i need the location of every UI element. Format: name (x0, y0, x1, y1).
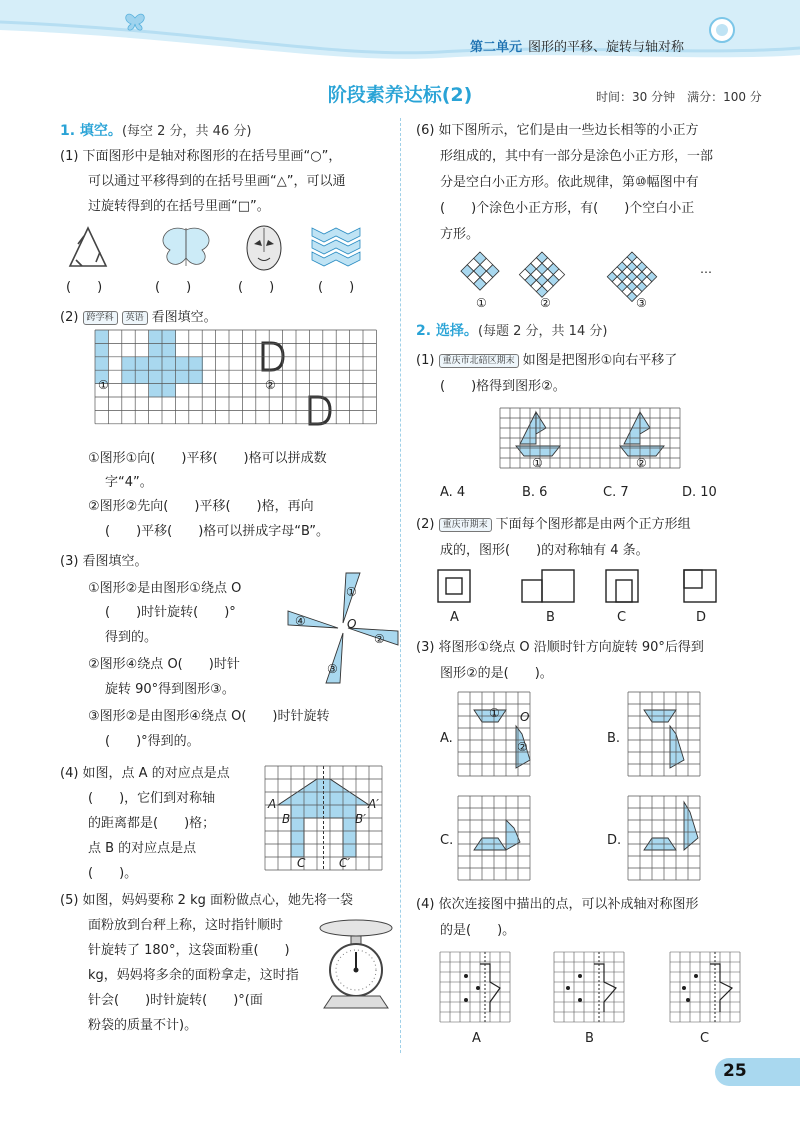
arrow-band-figure (312, 228, 360, 266)
ellipsis: … (700, 262, 712, 276)
source-tag: 重庆市期末 (439, 518, 492, 532)
pattern-2 (519, 252, 564, 297)
point-label: A′ (368, 797, 379, 811)
option-c[interactable]: C. 7 (603, 485, 629, 500)
q3-line: ③图形②是由图形④绕点 O( )时针旋转 (88, 709, 330, 724)
q5-line: 粉袋的质量不计)。 (88, 1018, 198, 1033)
english-tag: 英语 (122, 311, 148, 325)
point-o-label: O (347, 617, 357, 631)
option-d[interactable]: D. 10 (682, 485, 717, 500)
s2q1-line: ( )格得到图形②。 (440, 379, 566, 394)
page-number: 25 (723, 1061, 747, 1081)
pattern-label: ① (476, 296, 487, 310)
pinwheel-label: ③ (327, 662, 338, 676)
q4-line: 的距离都是( )格； (88, 816, 216, 831)
shape-label: ② (636, 456, 647, 470)
opera-mask-figure (247, 226, 281, 270)
q3-pinwheel (288, 573, 398, 683)
pattern-1 (461, 252, 499, 290)
option-a[interactable]: A (450, 610, 459, 625)
q4-line: ( )，它们到对称轴 (88, 791, 216, 806)
section-1-heading: 1. 填空。(每空 2 分，共 46 分) (60, 123, 252, 139)
q2-line: ( )平移( )格可以拼成字母“B”。 (105, 524, 329, 539)
s2q4-line: (4) 依次连接图中描出的点，可以补成轴对称图形 (416, 897, 699, 912)
point-label: C′ (339, 856, 351, 870)
option-c[interactable]: C. (440, 833, 454, 848)
q2-line: 字“4”。 (105, 475, 153, 490)
s2q3-grids (458, 692, 758, 882)
q5-line: kg，妈妈将多余的面粉拿走，这时指 (88, 968, 299, 983)
option-a[interactable]: A. 4 (440, 485, 466, 500)
q5-line: (5) 如图，妈妈要称 2 kg 面粉做点心，她先将一袋 (60, 893, 353, 908)
s2q4-line: 的是( )。 (440, 923, 516, 938)
q3-line: ( )°得到的。 (105, 734, 200, 749)
q3-line: ( )时针旋转( )° (105, 605, 236, 620)
shape-label: ② (517, 740, 528, 754)
sunflower-icon (710, 18, 734, 42)
source-tag: 重庆市北碚区期末 (439, 354, 519, 368)
q3-line: (3) 看图填空。 (60, 554, 148, 569)
shape-4-cross (122, 330, 203, 397)
q3-line: 旋转 90°得到图形③。 (105, 682, 235, 697)
butterfly-figure (163, 228, 209, 266)
q3-line: ②图形④绕点 O( )时针 (88, 657, 240, 672)
s2q1-grid (500, 408, 680, 470)
cross-subject-tag: 跨学科 (83, 311, 118, 325)
option-c[interactable]: C (700, 1031, 710, 1046)
q1-blank[interactable]: ( ) (318, 280, 355, 295)
s2q1-line: (1) 重庆市北碚区期末 如图是把图形①向右平移了 (416, 353, 678, 368)
unit-header: 第二单元 图形的平移、旋转与轴对称 (470, 40, 685, 55)
point-label: C (297, 856, 306, 870)
pattern-label: ③ (636, 296, 647, 310)
page-title: 阶段素养达标(2) (327, 84, 473, 106)
s2q2-line: (2) 重庆市期末 下面每个图形都是由两个正方形组 (416, 517, 691, 532)
pinwheel-label: ① (346, 585, 357, 599)
q5-line: 针旋转了 180°，这袋面粉重( ) (88, 943, 290, 958)
section-2-heading: 2. 选择。(每题 2 分，共 14 分) (416, 323, 608, 339)
pinwheel-label: ④ (295, 614, 306, 628)
q1-line: 过旋转得到的在括号里画“□”。 (88, 199, 270, 214)
s2q2-line: 成的，图形( )的对称轴有 4 条。 (440, 543, 649, 558)
q6-line: 形组成的，其中有一部分是涂色小正方形，一部 (440, 149, 714, 164)
q1-figures (66, 222, 386, 277)
q3-line: 得到的。 (105, 630, 158, 645)
s2q2-square-figures (436, 568, 736, 604)
q6-line: 方形。 (440, 227, 480, 242)
recycle-triangle-icon (70, 228, 106, 266)
q4-line: 点 B 的对应点是点 (88, 841, 197, 856)
option-a[interactable]: A (472, 1031, 481, 1046)
option-b[interactable]: B (546, 610, 555, 625)
q4-line: (4) 如图，点 A 的对应点是点 (60, 766, 230, 781)
option-d[interactable]: D. (607, 833, 622, 848)
option-b[interactable]: B. (607, 731, 621, 746)
point-label: B (282, 812, 291, 826)
q1-blank[interactable]: ( ) (238, 280, 275, 295)
q3-line: ①图形②是由图形①绕点 O (88, 581, 242, 596)
s2q3-line: 图形②的是( )。 (440, 666, 553, 681)
q6-line: 分是空白小正方形。依此规律，第⑩幅图中有 (440, 175, 699, 190)
option-b[interactable]: B. 6 (522, 485, 548, 500)
option-d[interactable]: D (696, 610, 707, 625)
q1-blank[interactable]: ( ) (66, 280, 103, 295)
column-divider (400, 118, 401, 1053)
option-c[interactable]: C (617, 610, 627, 625)
shape-label: ① (532, 456, 543, 470)
pattern-label: ② (540, 296, 551, 310)
q2-line: ①图形①向( )平移( )格可以拼成数 (88, 451, 327, 466)
shape-label: ① (489, 706, 500, 720)
q1-line: (1) 下面图形中是轴对称图形的在括号里画“○”， (60, 149, 342, 164)
q6-line: (6) 如下图所示，它们是由一些边长相等的小正方 (416, 123, 699, 138)
q2-line: (2) 跨学科 英语 看图填空。 (60, 310, 217, 325)
page-number-tab (715, 1058, 800, 1086)
shape-label: ① (98, 378, 109, 392)
pinwheel-label: ② (374, 632, 385, 646)
q5-line: 面粉放到台秤上称，这时指针顺时 (88, 918, 284, 933)
s2q3-line: (3) 将图形①绕点 O 沿顺时针方向旋转 90°后得到 (416, 640, 704, 655)
q1-blank[interactable]: ( ) (155, 280, 192, 295)
option-a[interactable]: A. (440, 731, 453, 746)
q6-line: ( )个涂色小正方形，有( )个空白小正 (440, 201, 695, 216)
option-b[interactable]: B (585, 1031, 594, 1046)
q4-line: ( )。 (88, 866, 138, 881)
point-label: A (268, 797, 277, 811)
q6-patterns (460, 248, 720, 298)
q1-line: 可以通过平移得到的在括号里画“△”，可以通 (88, 174, 346, 189)
pattern-3 (607, 252, 656, 301)
shape-label: ② (265, 378, 276, 392)
q2-grid (95, 330, 385, 430)
q5-line: 针会( )时针旋转( )°(面 (88, 993, 263, 1008)
time-info: 时间：30 分钟 满分：100 分 (596, 90, 762, 104)
point-o-label: O (520, 710, 530, 724)
q2-line: ②图形②先向( )平移( )格，再向 (88, 499, 314, 514)
scale-icon (318, 918, 394, 1012)
s2q4-grids (440, 952, 740, 1024)
point-label: B′ (355, 812, 366, 826)
